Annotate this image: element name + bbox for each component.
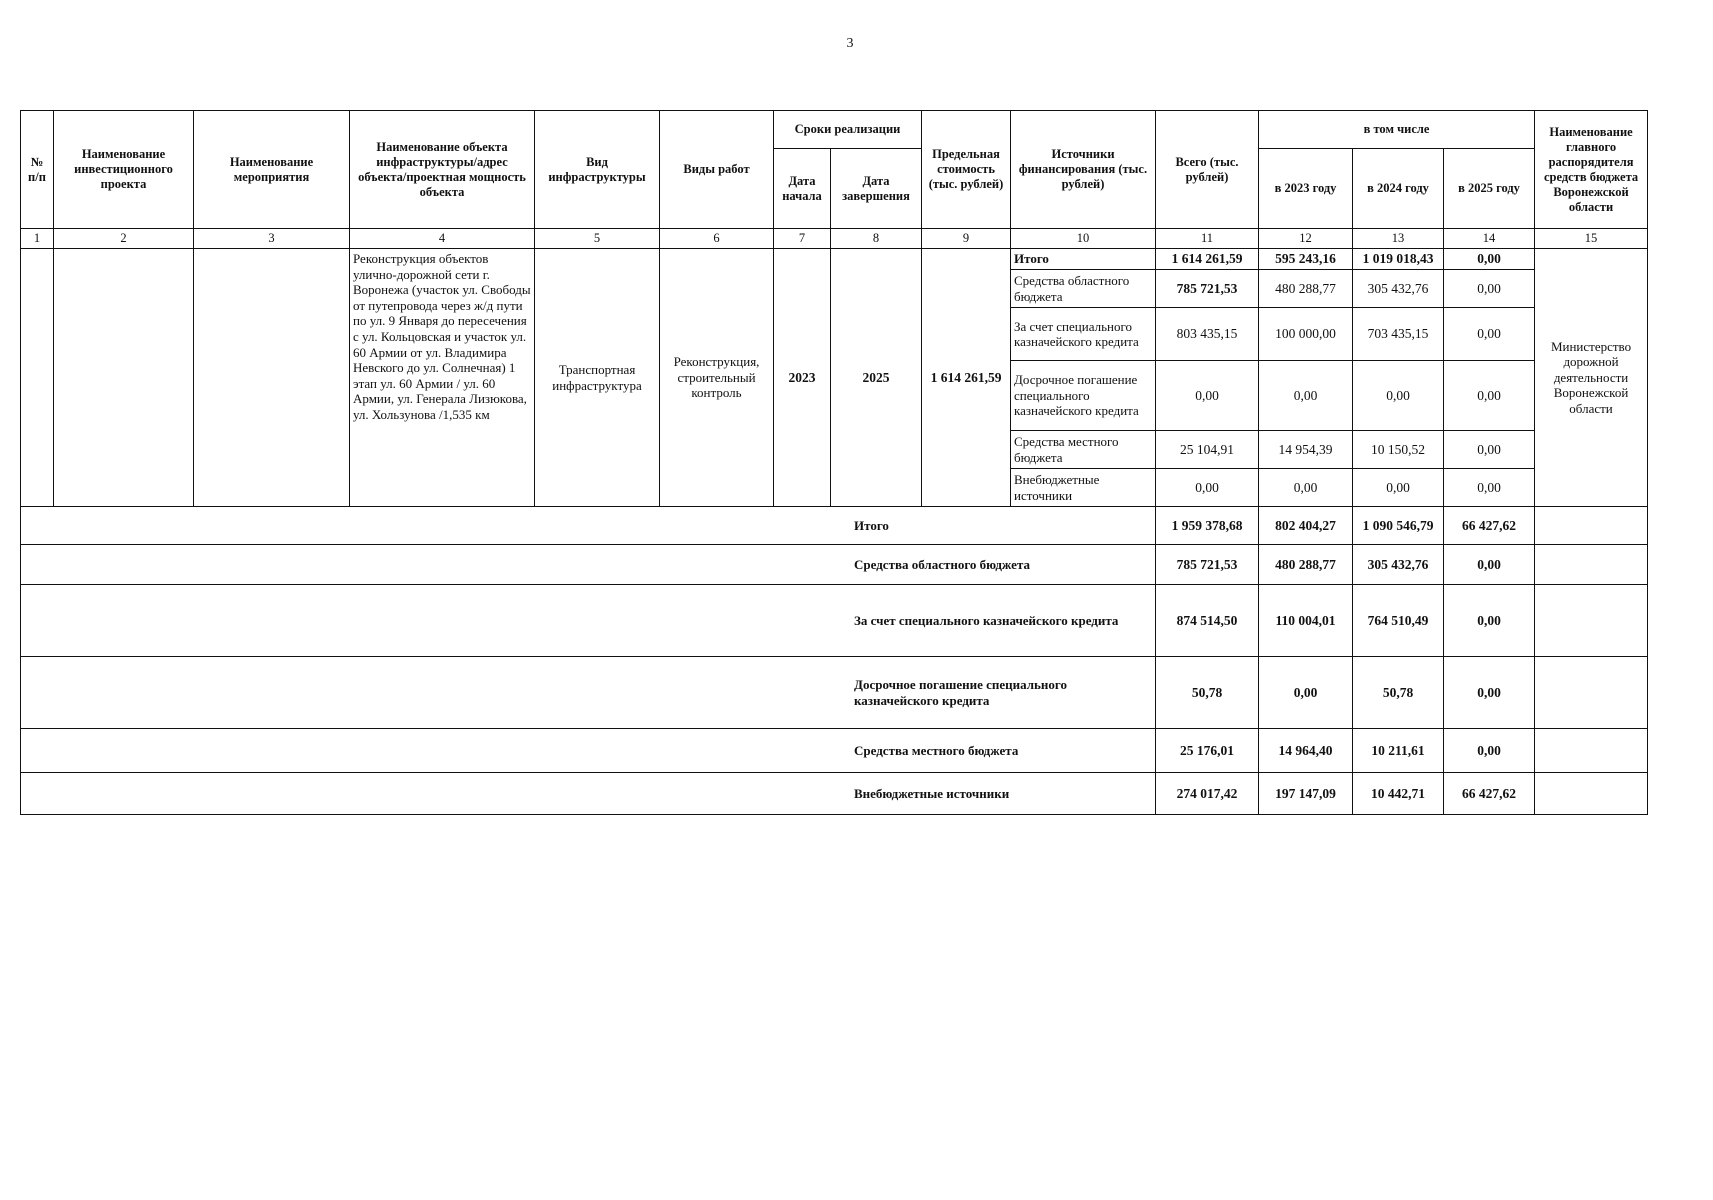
amount-total: 0,00 [1156,469,1259,507]
header-terms: Сроки реализации [774,111,922,149]
amount-2025: 0,00 [1444,469,1535,507]
total-row [21,507,1648,545]
total-row [21,657,1648,729]
total-2023: 0,00 [1259,657,1353,729]
total-2024: 305 432,76 [1353,545,1444,585]
total-2024: 764 510,49 [1353,585,1444,657]
start-year: 2023 [774,249,831,507]
total-label [21,729,1156,773]
amount-total: 1 614 261,59 [1156,249,1259,270]
header-row-1 [21,111,1648,149]
source-label: Досрочное погашение специального казначейского кредита [1011,361,1156,431]
col-number: 6 [660,229,774,249]
cell-project [54,249,194,507]
col-number: 8 [831,229,922,249]
total-label-text: Средства местного бюджета [854,742,1019,758]
amount-total: 803 435,15 [1156,308,1259,361]
header-object: Наименование объекта инфраструктуры/адрес объекта/проектная мощность объекта [350,111,535,229]
col-number: 3 [194,229,350,249]
total-sum: 874 514,50 [1156,585,1259,657]
amount-total: 785 721,53 [1156,270,1259,308]
col-number: 12 [1259,229,1353,249]
amount-2023: 480 288,77 [1259,270,1353,308]
total-label [21,507,1156,545]
total-row [21,729,1648,773]
total-label-text: Итого [854,517,889,533]
total-sum: 50,78 [1156,657,1259,729]
total-2024: 50,78 [1353,657,1444,729]
total-2025: 66 427,62 [1444,773,1535,815]
total-empty [1535,545,1648,585]
amount-2024: 305 432,76 [1353,270,1444,308]
amount-2023: 14 954,39 [1259,431,1353,469]
project-row [21,249,1648,270]
total-empty [1535,585,1648,657]
end-year: 2025 [831,249,922,507]
col-number: 15 [1535,229,1648,249]
source-label: Итого [1011,249,1156,270]
total-empty [1535,657,1648,729]
amount-2025: 0,00 [1444,308,1535,361]
cell-event [194,249,350,507]
total-label [21,585,1156,657]
col-number: 7 [774,229,831,249]
total-2024: 10 442,71 [1353,773,1444,815]
header-total: Всего (тыс. рублей) [1156,111,1259,229]
total-sum: 1 959 378,68 [1156,507,1259,545]
header-num: № п/п [21,111,54,229]
total-sum: 25 176,01 [1156,729,1259,773]
header-max-cost: Предельная стоимость (тыс. рублей) [922,111,1011,229]
amount-2023: 100 000,00 [1259,308,1353,361]
total-label [21,657,1156,729]
header-end: Дата завершения [831,149,922,229]
amount-2024: 0,00 [1353,361,1444,431]
total-2023: 480 288,77 [1259,545,1353,585]
col-number: 10 [1011,229,1156,249]
total-sum: 785 721,53 [1156,545,1259,585]
total-2025: 0,00 [1444,545,1535,585]
total-2025: 0,00 [1444,657,1535,729]
total-empty [1535,729,1648,773]
header-distributor: Наименование главного распорядителя средств бюджета Воронежской области [1535,111,1648,229]
total-label-text: За счет специального казначейского кредита [854,612,1119,628]
header-infra-type: Вид инфраструктуры [535,111,660,229]
col-number: 5 [535,229,660,249]
amount-2023: 595 243,16 [1259,249,1353,270]
total-label [21,545,1156,585]
amount-2024: 703 435,15 [1353,308,1444,361]
total-label [21,773,1156,815]
header-work-type: Виды работ [660,111,774,229]
infra-type: Транспортная инфраструктура [535,249,660,507]
header-2024: в 2024 году [1353,149,1444,229]
amount-2023: 0,00 [1259,361,1353,431]
page-number: 3 [846,36,854,51]
amount-2024: 1 019 018,43 [1353,249,1444,270]
source-label: За счет специального казначейского кредита [1011,308,1156,361]
total-2023: 802 404,27 [1259,507,1353,545]
header-project: Наименование инвестиционного проекта [54,111,194,229]
distributor: Министерство дорожной деятельности Воронежской области [1535,249,1648,507]
total-row [21,545,1648,585]
col-number: 14 [1444,229,1535,249]
total-2023: 110 004,01 [1259,585,1353,657]
total-sum: 274 017,42 [1156,773,1259,815]
col-number: 9 [922,229,1011,249]
total-2023: 14 964,40 [1259,729,1353,773]
header-sources: Источники финансирования (тыс. рублей) [1011,111,1156,229]
col-number: 13 [1353,229,1444,249]
amount-total: 25 104,91 [1156,431,1259,469]
header-start: Дата начала [774,149,831,229]
header-event: Наименование мероприятия [194,111,350,229]
amount-2025: 0,00 [1444,361,1535,431]
col-number: 11 [1156,229,1259,249]
amount-2025: 0,00 [1444,431,1535,469]
amount-2025: 0,00 [1444,270,1535,308]
col-number: 1 [21,229,54,249]
column-numbers-row [21,229,1648,249]
source-label: Средства местного бюджета [1011,431,1156,469]
header-including: в том числе [1259,111,1535,149]
total-2025: 66 427,62 [1444,507,1535,545]
max-cost: 1 614 261,59 [922,249,1011,507]
source-label: Средства областного бюджета [1011,270,1156,308]
amount-2024: 0,00 [1353,469,1444,507]
total-2025: 0,00 [1444,585,1535,657]
total-empty [1535,773,1648,815]
investment-table [20,110,1648,815]
total-row [21,773,1648,815]
total-2024: 10 211,61 [1353,729,1444,773]
total-label-text: Досрочное погашение специального казначейского кредита [854,677,1067,708]
amount-total: 0,00 [1156,361,1259,431]
header-2025: в 2025 году [1444,149,1535,229]
total-2024: 1 090 546,79 [1353,507,1444,545]
work-type: Реконструкция, строительный контроль [660,249,774,507]
cell-num [21,249,54,507]
total-2025: 0,00 [1444,729,1535,773]
object-description: Реконструкция объектов улично-дорожной сети г. Воронежа (участок ул. Свободы от путепровода через ж/д пути по ул. 9 Января до пересечения с ул. Кольцовская и участок ул. 60 Армии от ул. Владимира Невского до ул. Солнечная) 1 этап ул. 60 Армии / ул. 60 Армии, ул. Генерала Лизюкова, ул. Хользунова /1,535 км [350,249,535,507]
total-label-text: Внебюджетные источники [854,785,1010,801]
amount-2023: 0,00 [1259,469,1353,507]
source-label: Внебюджетные источники [1011,469,1156,507]
amount-2025: 0,00 [1444,249,1535,270]
amount-2024: 10 150,52 [1353,431,1444,469]
header-2023: в 2023 году [1259,149,1353,229]
col-number: 4 [350,229,535,249]
total-row [21,585,1648,657]
total-label-text: Средства областного бюджета [854,556,1031,572]
total-2023: 197 147,09 [1259,773,1353,815]
total-empty [1535,507,1648,545]
col-number: 2 [54,229,194,249]
